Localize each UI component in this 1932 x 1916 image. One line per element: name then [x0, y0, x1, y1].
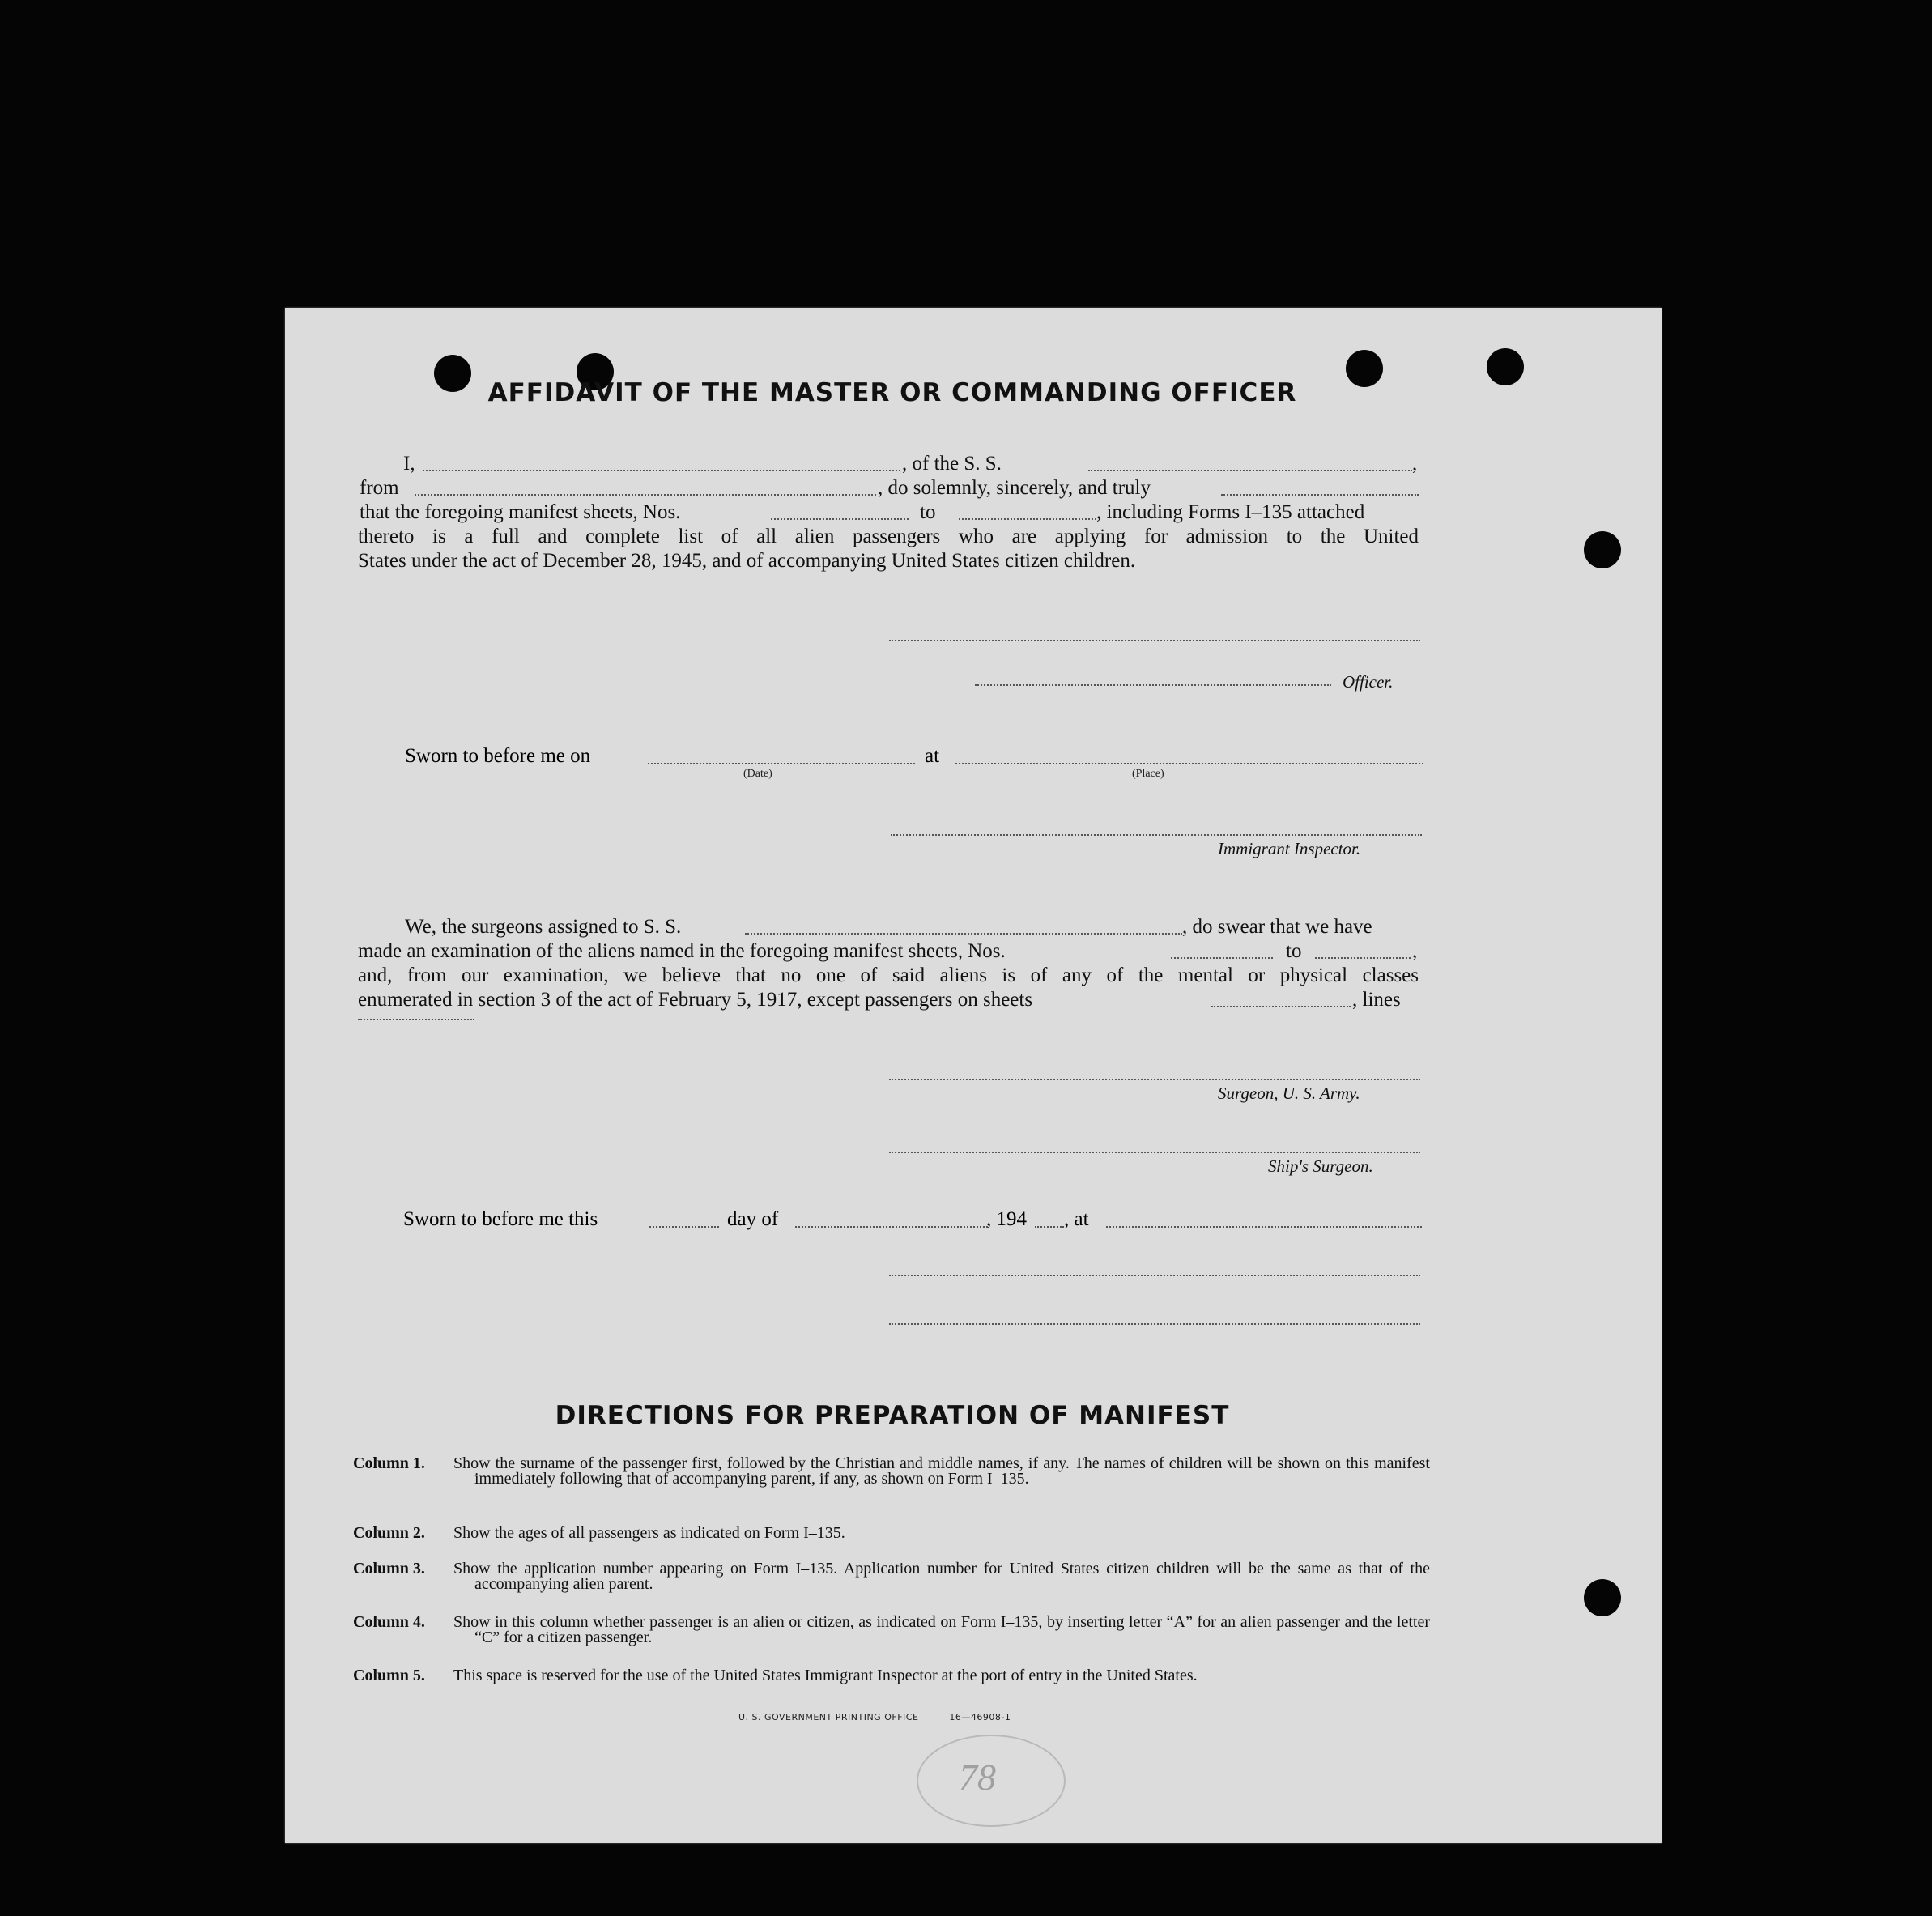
surgeon-sheets-from-blank: [1171, 957, 1273, 959]
directions-title: DIRECTIONS FOR PREPARATION OF MANIFEST: [555, 1401, 1230, 1430]
place-label: (Place): [1132, 768, 1164, 780]
surgeons-text: to: [1286, 940, 1302, 962]
affidavit-text: that the foregoing manifest sheets, Nos.: [360, 501, 681, 523]
direction-column-5: [353, 1668, 1430, 1701]
affidavit-text: , including Forms I–135 attached: [1096, 501, 1365, 523]
sworn-day-text: , at: [1064, 1208, 1089, 1230]
column-label: Column 2.: [353, 1524, 425, 1542]
column-text: This space is reserved for the use of the United States Immigrant Inspector at the port of entry in the United States.: [453, 1667, 1198, 1684]
affidavit-text: ,: [1412, 453, 1418, 475]
date-label: (Date): [743, 768, 772, 780]
affidavit-text: from: [360, 477, 399, 499]
day-blank: [649, 1226, 719, 1228]
direction-column-1: [353, 1456, 1430, 1505]
form-code: 16—46908-1: [949, 1712, 1011, 1722]
column-label: Column 4.: [353, 1613, 425, 1631]
column-label: Column 5.: [353, 1667, 425, 1684]
officer-line: [975, 684, 1331, 686]
inspector-line: [891, 834, 1422, 836]
sworn-place-blank: [1106, 1226, 1422, 1228]
handwritten-stamp-mark: [917, 1735, 1066, 1827]
sworn-day-text: day of: [727, 1208, 779, 1230]
ship-surgeon-label: Ship's Surgeon.: [1268, 1156, 1373, 1176]
direction-column-4: [353, 1615, 1430, 1647]
truly-blank: [1221, 494, 1419, 496]
surgeons-text: , do swear that we have: [1182, 916, 1372, 938]
column-text: Show the surname of the passenger first, followed by the Christian and middle names, if any. The names of children will be shown on this manifest immediately following that of accompanying parent, if any, as shown on Form I–135.: [453, 1454, 1430, 1488]
printer-name: U. S. GOVERNMENT PRINTING OFFICE: [738, 1712, 919, 1722]
surgeons-paragraph: [358, 915, 1419, 1037]
column-text: Show the application number appearing on Form I–135. Application number for United States citizen children will be the same as that of the accompanying alien parent.: [453, 1560, 1430, 1593]
printer-imprint: [738, 1712, 1011, 1722]
place-blank: [955, 763, 1423, 764]
surgeons-text: and, from our examination, we believe that no one of said aliens is of any of the mental or physical classes: [358, 964, 1419, 986]
ship-surgeon-line: [889, 1152, 1420, 1153]
surgeons-text: enumerated in section 3 of the act of February 5, 1917, except passengers on sheets: [358, 989, 1033, 1011]
sworn-day-text: , 194: [986, 1208, 1027, 1230]
punch-hole: [1584, 1579, 1621, 1616]
affidavit-text: , do solemnly, sincerely, and truly: [878, 477, 1151, 499]
army-surgeon-line: [889, 1079, 1420, 1080]
month-blank: [795, 1226, 988, 1228]
name-blank: [423, 470, 900, 471]
surgeons-text: ,: [1412, 940, 1418, 962]
signature-line: [889, 1323, 1420, 1325]
column-label: Column 3.: [353, 1560, 425, 1578]
sworn-day-text: Sworn to before me this: [403, 1208, 598, 1230]
column-label: Column 1.: [353, 1454, 425, 1472]
affidavit-title: AFFIDAVIT OF THE MASTER OR COMMANDING OFFICER: [487, 378, 1297, 407]
affidavit-text: I,: [403, 453, 415, 475]
surgeons-text: made an examination of the aliens named in the foregoing manifest sheets, Nos.: [358, 940, 1006, 962]
year-blank: [1035, 1226, 1064, 1228]
punch-hole: [1584, 531, 1621, 568]
affidavit-text: , of the S. S.: [902, 453, 1002, 475]
column-text: Show the ages of all passengers as indicated on Form I–135.: [453, 1524, 845, 1542]
direction-column-2: [353, 1526, 1430, 1543]
direction-column-3: [353, 1561, 1430, 1594]
sworn-text: at: [925, 745, 940, 767]
surgeons-text: , lines: [1352, 989, 1401, 1011]
surgeons-text: We, the surgeons assigned to S. S.: [405, 916, 682, 938]
date-blank: [648, 763, 915, 764]
sworn-text: Sworn to before me on: [405, 745, 591, 767]
surgeon-sheets-to-blank: [1315, 957, 1411, 959]
except-sheets-blank: [1211, 1006, 1351, 1007]
ship-name-blank: [1088, 470, 1412, 471]
affidavit-text: thereto is a full and complete list of all alien passengers who are applying for admission to the United: [358, 526, 1419, 547]
inspector-label: Immigrant Inspector.: [1218, 839, 1361, 858]
signature-line: [889, 640, 1420, 641]
sheets-from-blank: [771, 518, 909, 520]
surgeon-ship-blank: [745, 933, 1182, 935]
document-page: [285, 308, 1662, 1843]
column-text: Show in this column whether passenger is an alien or citizen, as indicated on Form I–135, by inserting letter “A” for an alien passenger and the letter “C” for a citizen passenger.: [453, 1613, 1430, 1646]
stamp-number: 78: [959, 1756, 996, 1798]
affidavit-text: to: [920, 501, 936, 523]
from-blank: [415, 494, 876, 496]
officer-label: Officer.: [1343, 672, 1394, 692]
sheets-to-blank: [959, 518, 1096, 520]
affidavit-paragraph: [358, 452, 1419, 573]
affidavit-text: States under the act of December 28, 1945, and of accompanying United States citizen children.: [358, 550, 1136, 572]
signature-line: [889, 1275, 1420, 1276]
army-surgeon-label: Surgeon, U. S. Army.: [1218, 1084, 1360, 1103]
lines-blank: [358, 1019, 474, 1020]
